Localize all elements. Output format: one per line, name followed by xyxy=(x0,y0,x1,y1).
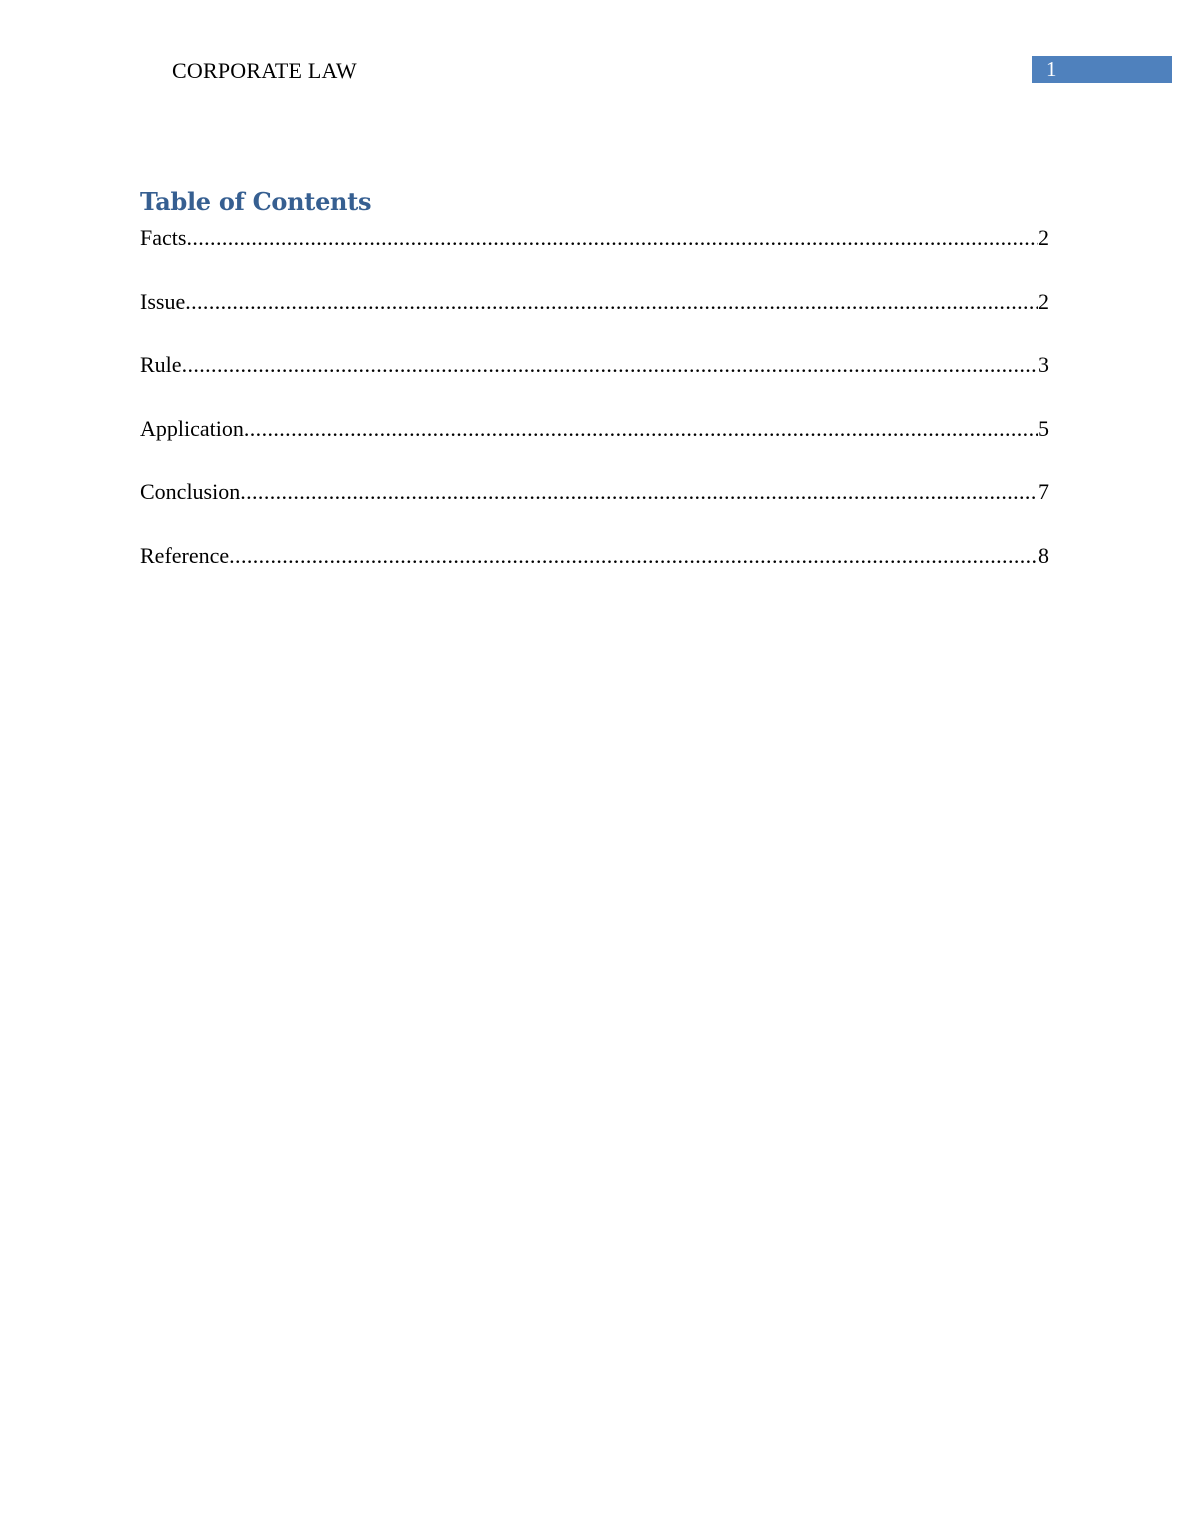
toc-dot-leader xyxy=(186,222,1038,254)
toc-entry-label: Reference xyxy=(140,542,230,568)
toc-heading: Table of Contents xyxy=(140,187,372,216)
toc-dot-leader xyxy=(185,286,1038,318)
toc-dot-leader xyxy=(244,413,1038,445)
toc-entry-issue[interactable] xyxy=(140,286,1049,318)
toc-entry-page: 3 xyxy=(1038,352,1049,377)
running-header-title: CORPORATE LAW xyxy=(172,58,357,83)
toc-entry-label: Facts xyxy=(140,225,187,250)
toc-entry-conclusion[interactable] xyxy=(140,476,1049,508)
page-number-badge xyxy=(1032,56,1172,83)
toc-entry-page: 2 xyxy=(1038,225,1049,250)
toc-entry-page: 2 xyxy=(1038,288,1049,314)
toc-dot-leader xyxy=(182,349,1038,381)
toc-entry-page: 8 xyxy=(1038,542,1049,568)
toc-entry-application[interactable] xyxy=(140,413,1049,445)
toc-entry-label: Rule xyxy=(140,352,182,377)
toc-entry-page: 7 xyxy=(1038,479,1049,504)
toc-list xyxy=(140,222,1049,603)
toc-entry-label: Conclusion xyxy=(140,479,241,504)
toc-entry-reference[interactable] xyxy=(140,540,1049,572)
toc-entry-label: Issue xyxy=(140,288,186,314)
toc-dot-leader xyxy=(240,476,1038,508)
toc-entry-label: Application xyxy=(140,415,244,441)
toc-dot-leader xyxy=(229,540,1038,572)
toc-entry-rule[interactable] xyxy=(140,349,1049,381)
toc-entry-page: 5 xyxy=(1038,415,1049,441)
toc-entry-facts[interactable] xyxy=(140,222,1049,254)
page-number: 1 xyxy=(1046,57,1057,81)
